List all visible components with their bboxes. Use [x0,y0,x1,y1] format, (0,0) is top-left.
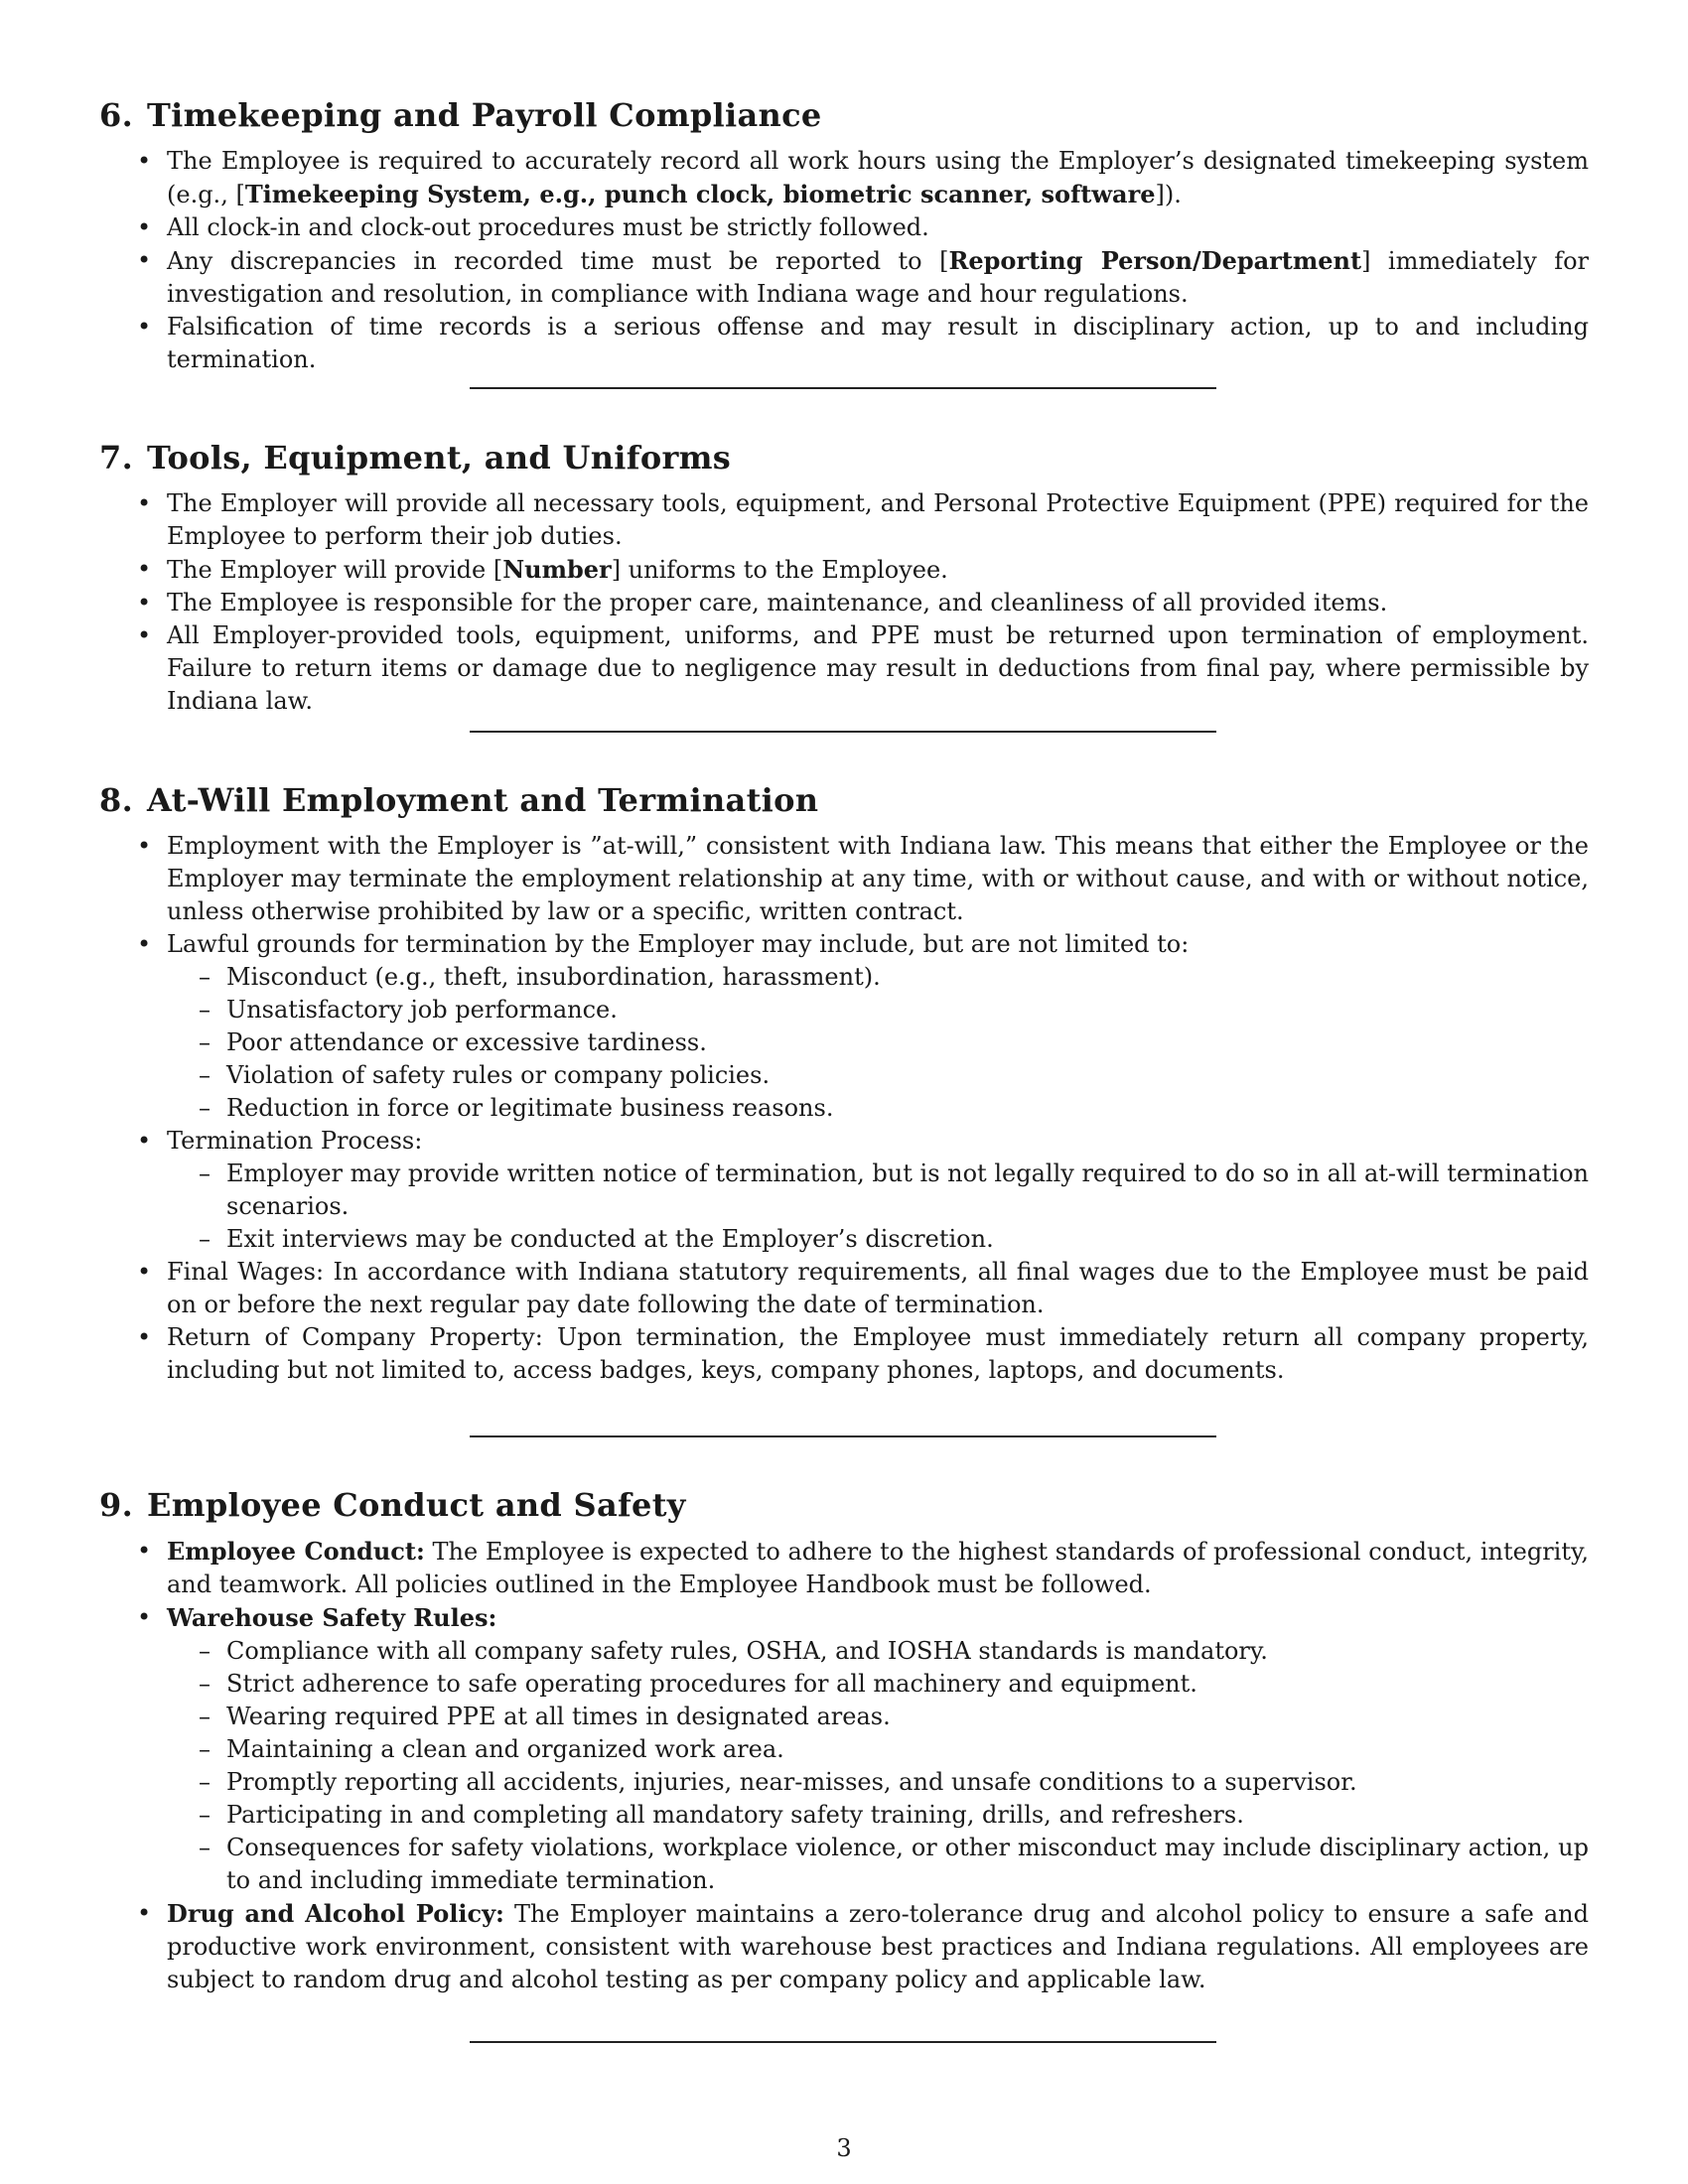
list-item: • Final Wages: In accordance with Indiana statutory requirements, all final wages due to the Employee must be paid on or before the next regular pay date following the date of termination. [99,1256,1589,1321]
list-item: • All clock-in and clock-out procedures must be strictly followed. [99,211,1589,244]
list-item: • The Employee is responsible for the proper care, maintenance, and cleanliness of all provided items. [99,587,1589,619]
section-7-list [99,487,1589,718]
list-item: • Employment with the Employer is ”at-will,” consistent with Indiana law. This means that either the Employee or the Employer may terminate the employment relationship at any time, with or without cause, and with or without notice, unless otherwise prohibited by law or a specific, written contract. [99,830,1589,928]
list-item: • Drug and Alcohol Policy: The Employer maintains a zero-tolerance drug and alcohol policy to ensure a safe and productive work environment, consistent with warehouse best practices and Indiana regulations. All employees are subject to random drug and alcohol testing as per company policy and applicable law. [99,1897,1589,1996]
section-6-heading: 6. Timekeeping and Payroll Compliance [99,96,822,134]
section-divider [470,387,1216,389]
list-item: • The Employee is required to accurately record all work hours using the Employer’s designated timekeeping system (e.g., [Timekeeping System, e.g., punch clock, biometric scanner, software]). [99,145,1589,211]
section-8 [99,780,1589,1387]
section-7-heading: 7. Tools, Equipment, and Uniforms [99,439,732,477]
sub-list-item: – Employer may provide written notice of termination, but is not legally required to do so in all at-will termination scenarios. [167,1158,1589,1223]
sub-list [167,1635,1589,1897]
list-item: • Any discrepancies in recorded time must be reported to [Reporting Person/Department] immediately for investigation and resolution, in compliance with Indiana wage and hour regulations. [99,244,1589,311]
section-9 [99,1485,1589,1996]
section-divider [470,731,1216,733]
list-item: • Lawful grounds for termination by the Employer may include, but are not limited to: – Misconduct (e.g., theft, insubordination, harassment). – Unsatisfactory job performance. – Poor attendance or excessive tardiness. – Violation of safety rules or company policies. – Reduction in force or legitimate business reasons. [99,928,1589,1125]
sub-list-item: – Poor attendance or excessive tardiness. [167,1026,1589,1059]
sub-list [167,961,1589,1125]
section-divider [470,2041,1216,2043]
section-7 [99,438,1589,718]
sub-list-item: – Consequences for safety violations, workplace violence, or other misconduct may include disciplinary action, up to and including immediate termination. [167,1832,1589,1897]
section-9-heading: 9. Employee Conduct and Safety [99,1486,686,1524]
list-item: • Employee Conduct: The Employee is expected to adhere to the highest standards of professional conduct, integrity, and teamwork. All policies outlined in the Employee Handbook must be followed. [99,1535,1589,1601]
list-item: • Return of Company Property: Upon termination, the Employee must immediately return all company property, including but not limited to, access badges, keys, company phones, laptops, and documents. [99,1321,1589,1387]
sub-list-item: – Compliance with all company safety rules, OSHA, and IOSHA standards is mandatory. [167,1635,1589,1668]
section-8-heading: 8. At-Will Employment and Termination [99,781,819,819]
sub-list-item: – Reduction in force or legitimate business reasons. [167,1092,1589,1125]
list-item: • The Employer will provide [Number] uniforms to the Employee. [99,553,1589,587]
sub-list-item: – Participating in and completing all mandatory safety training, drills, and refreshers. [167,1799,1589,1832]
page-number: 3 [836,2134,852,2162]
section-9-list [99,1535,1589,1996]
list-item: • Falsification of time records is a serious offense and may result in disciplinary action, up to and including termination. [99,311,1589,376]
sub-list-item: – Exit interviews may be conducted at the Employer’s discretion. [167,1223,1589,1256]
sub-list-item: – Wearing required PPE at all times in designated areas. [167,1701,1589,1733]
sub-list-item: – Misconduct (e.g., theft, insubordination, harassment). [167,961,1589,994]
list-item: • Warehouse Safety Rules: – Compliance with all company safety rules, OSHA, and IOSHA standards is mandatory. – Strict adherence to safe operating procedures for all machinery and equipment. – Wearing required PPE at all times in designated areas. – Maintaining a clean and organized work area. – Promptly reporting all accidents, injuries, near-misses, and unsafe conditions to a supervisor. – Participating in and completing all mandatory safety training, drills, and refreshers. – Consequences for safety violations, workplace violence, or other misconduct may include disciplinary action, up to and including immediate termination. [99,1601,1589,1897]
list-item: • The Employer will provide all necessary tools, equipment, and Personal Protective Equipment (PPE) required for the Employee to perform their job duties. [99,487,1589,553]
sub-list-item: – Strict adherence to safe operating procedures for all machinery and equipment. [167,1668,1589,1701]
list-item: • Termination Process: – Employer may provide written notice of termination, but is not legally required to do so in all at-will termination scenarios. – Exit interviews may be conducted at the Employer’s discretion. [99,1125,1589,1256]
section-6 [99,95,1589,376]
sub-list-item: – Unsatisfactory job performance. [167,994,1589,1026]
sub-list-item: – Promptly reporting all accidents, injuries, near-misses, and unsafe conditions to a supervisor. [167,1766,1589,1799]
sub-list-item: – Violation of safety rules or company policies. [167,1059,1589,1092]
section-divider [470,1435,1216,1437]
section-6-list [99,145,1589,376]
section-8-list [99,830,1589,1387]
list-item: • All Employer-provided tools, equipment, uniforms, and PPE must be returned upon termination of employment. Failure to return items or damage due to negligence may result in deductions from final pay, where permissible by Indiana law. [99,619,1589,718]
sub-list [167,1158,1589,1256]
sub-list-item: – Maintaining a clean and organized work area. [167,1733,1589,1766]
